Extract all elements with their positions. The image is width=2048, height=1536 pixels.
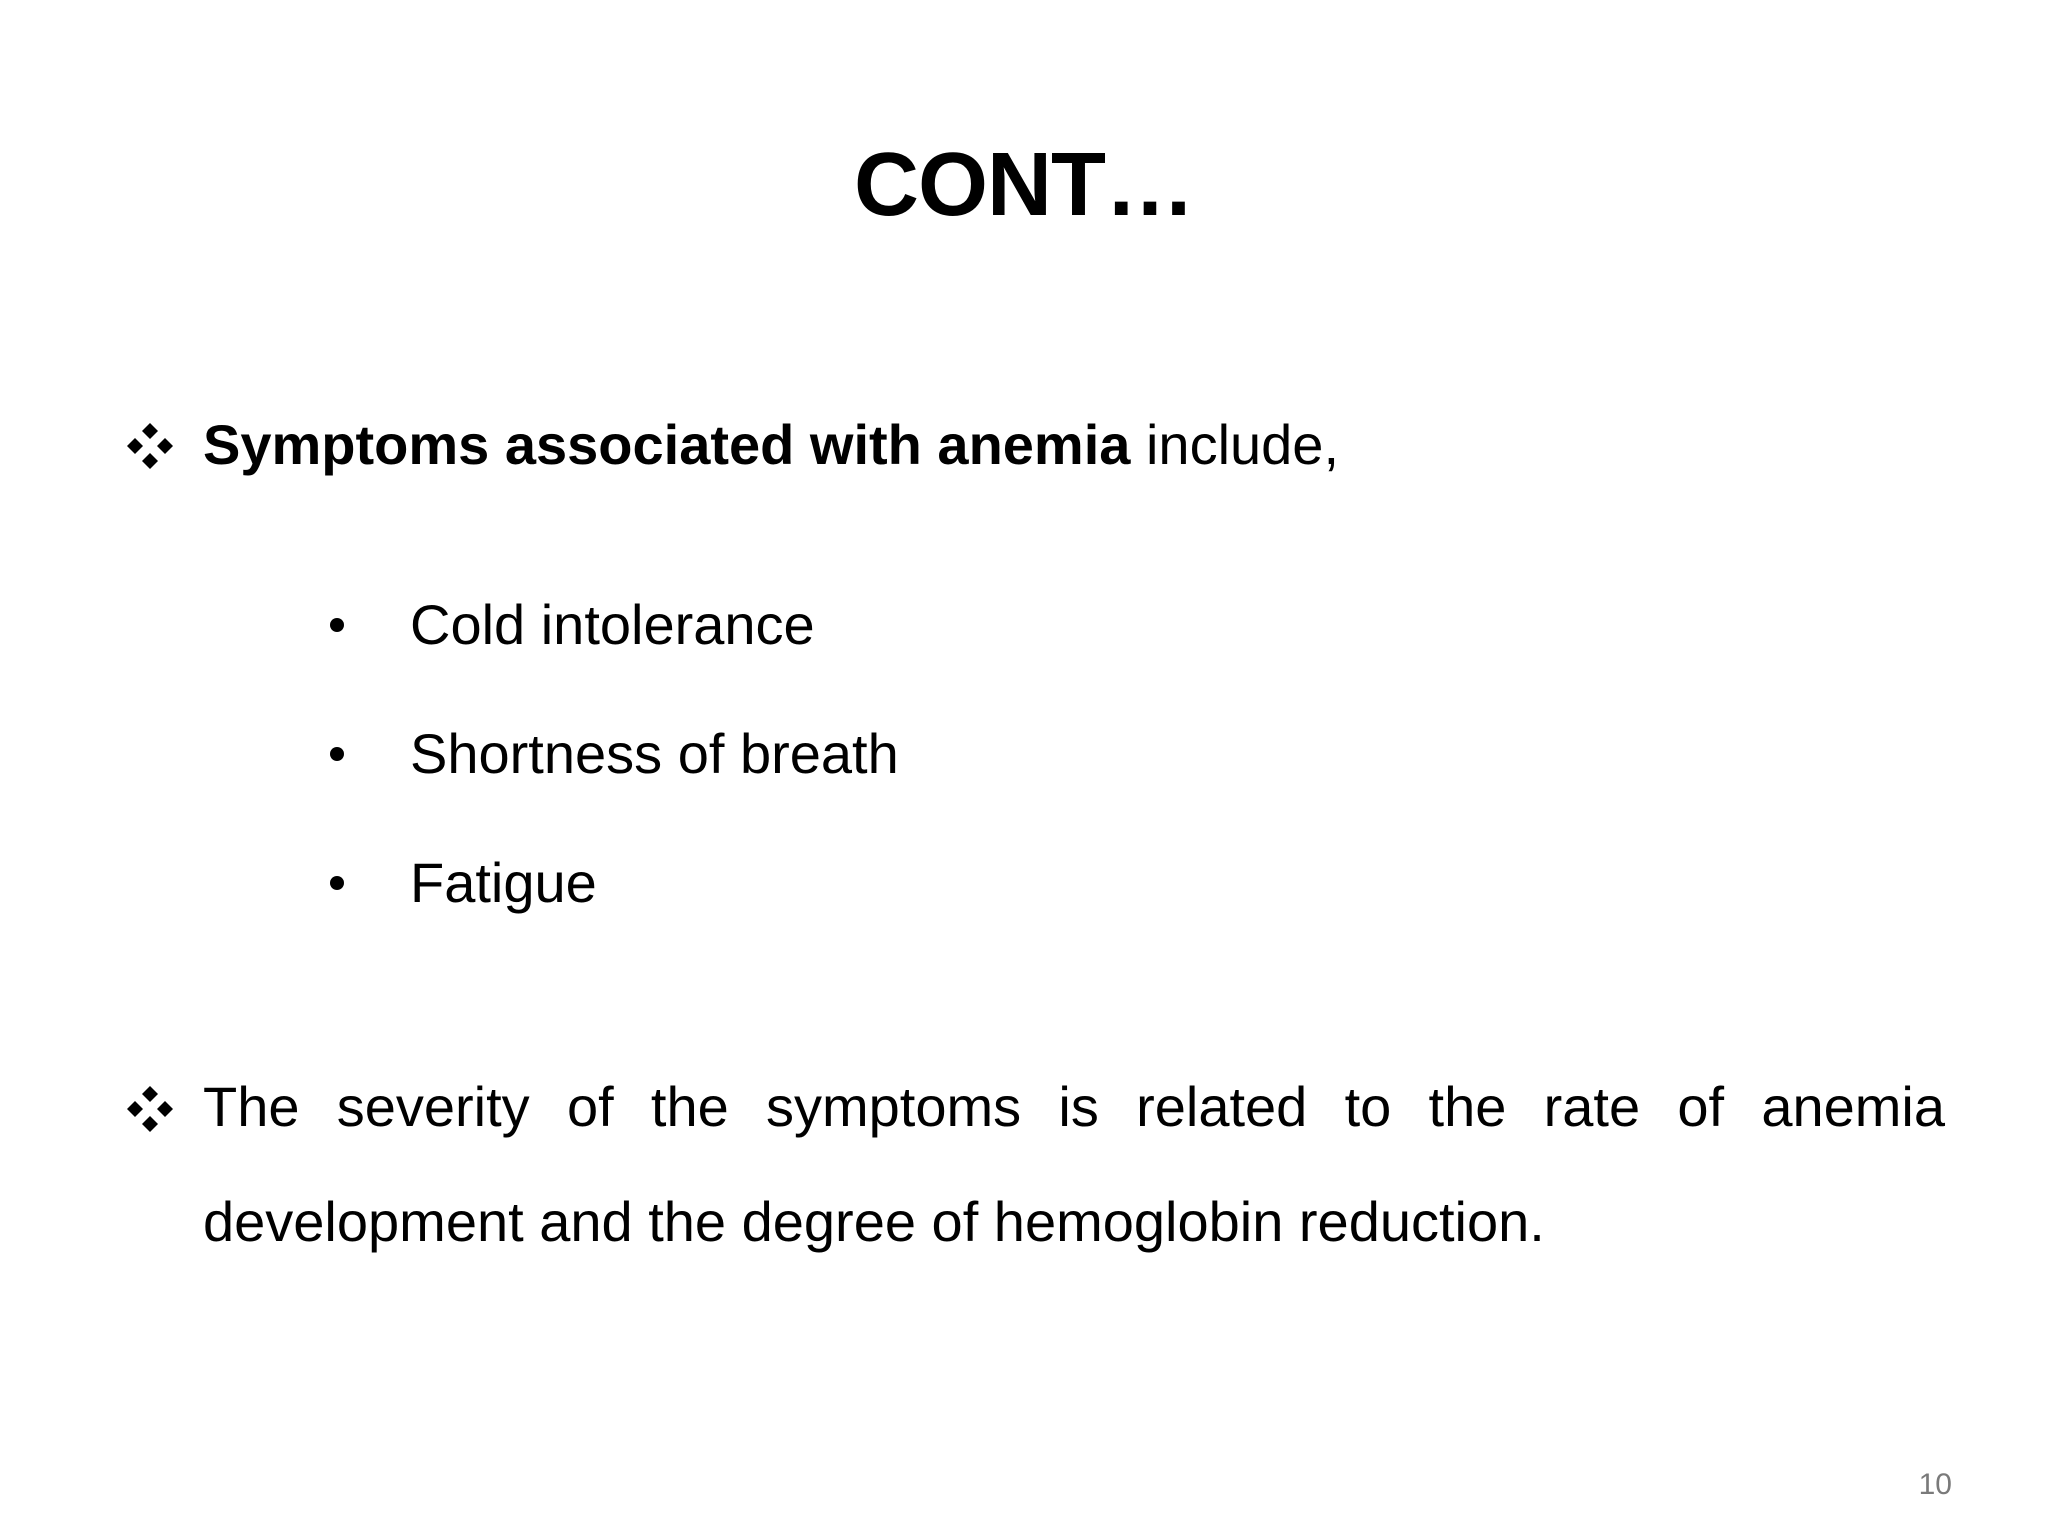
symptom-text: Shortness of breath [410,722,899,785]
slide-title: CONT… [854,135,1194,235]
list-item [330,689,899,818]
four-diamond-bullet-icon [125,421,175,471]
list-item [330,818,899,947]
bullet-dot-icon [330,876,344,890]
four-diamond-bullet-icon [125,1084,175,1134]
severity-text: The severity of the symptoms is related to the rate of anemia development and the degree of hemoglobin reduction. [203,1075,1945,1253]
symptoms-intro-text [203,413,1339,476]
symptoms-intro-bold: Symptoms associated with anemia [203,413,1131,476]
page-number: 10 [1918,1468,1952,1501]
bullet-symptoms-intro [125,413,1339,476]
symptoms-intro-rest: include, [1130,413,1339,476]
symptoms-list [330,560,899,947]
symptom-text: Fatigue [410,851,597,914]
list-item [330,560,899,689]
bullet-dot-icon [330,747,344,761]
bullet-severity [125,1075,1945,1279]
symptom-text: Cold intolerance [410,593,815,656]
bullet-dot-icon [330,618,344,632]
